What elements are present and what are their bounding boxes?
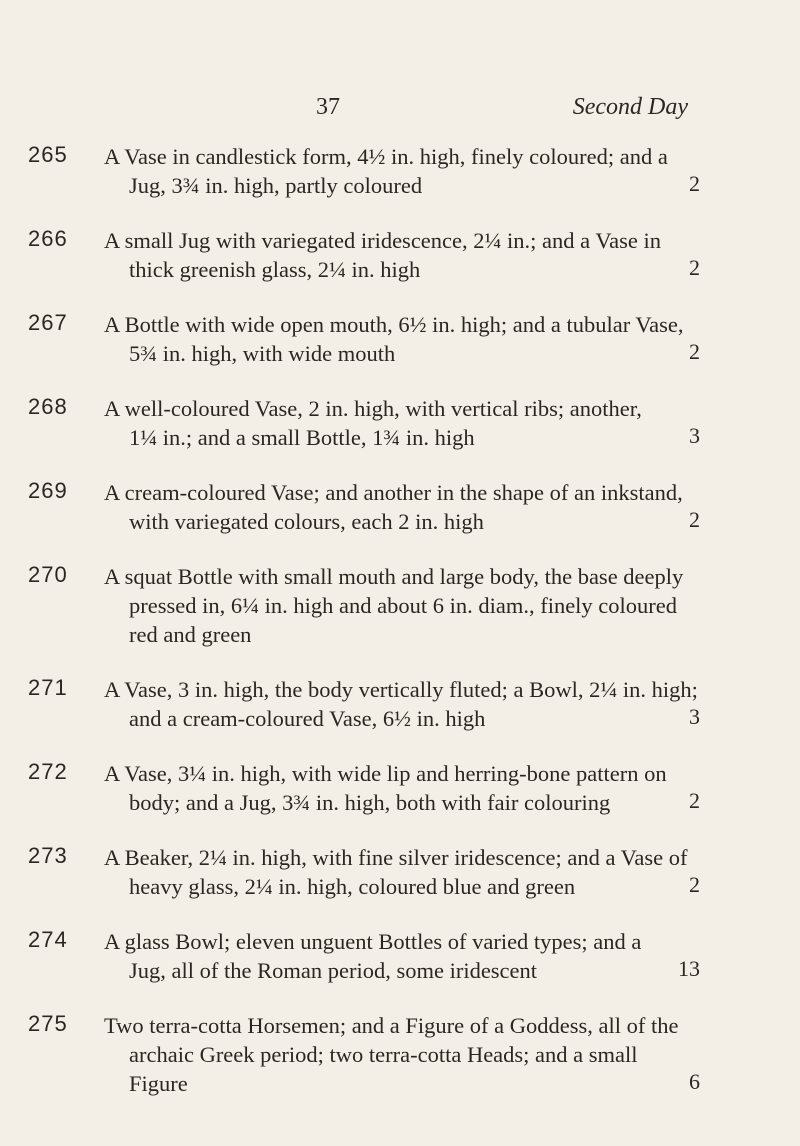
lot-description-line: 5¾ in. high, with wide mouth (129, 341, 396, 366)
lot-description-line: archaic Greek period; two terra-cotta Heads; and a small (129, 1042, 638, 1067)
lot-description-line: pressed in, 6¼ in. high and about 6 in. diam., finely coloured (129, 593, 678, 618)
lot-quantity: 2 (689, 339, 700, 364)
lot-quantity: 2 (689, 507, 700, 532)
lot-number: 265 (28, 142, 68, 167)
lot-description (104, 142, 668, 200)
lot-description-line: A Bottle with wide open mouth, 6½ in. high; and a tubular Vase, (104, 312, 684, 337)
lot-number: 274 (28, 927, 68, 952)
lot-quantity: 2 (689, 788, 700, 813)
lot-number: 266 (28, 226, 68, 251)
lot-description-line: with variegated colours, each 2 in. high (129, 509, 484, 534)
lot-description-line: Two terra-cotta Horsemen; and a Figure of a Goddess, all of the (104, 1013, 679, 1038)
lot-description-line: A well-coloured Vase, 2 in. high, with vertical ribs; another, (104, 396, 642, 421)
lot-description-line: A Vase, 3 in. high, the body vertically fluted; a Bowl, 2¼ in. high; (104, 677, 698, 702)
lot-quantity: 13 (678, 956, 700, 981)
lot-quantity: 2 (689, 171, 700, 196)
lot-quantity: 3 (689, 704, 700, 729)
lot-description-line: Jug, all of the Roman period, some iridescent (129, 958, 538, 983)
lot-description (104, 394, 664, 452)
lot-number: 270 (28, 562, 68, 587)
lot-description (104, 675, 698, 733)
lot-number: 271 (28, 675, 68, 700)
lot-number: 269 (28, 478, 68, 503)
lot-description-line: A Vase in candlestick form, 4½ in. high, finely coloured; and a (104, 144, 668, 169)
lot-description-line: heavy glass, 2¼ in. high, coloured blue and green (129, 874, 576, 899)
lot-description-line: body; and a Jug, 3¾ in. high, both with fair colouring (129, 790, 611, 815)
lot-description (104, 478, 683, 536)
lot-number: 267 (28, 310, 68, 335)
lot-description-line: thick greenish glass, 2¼ in. high (129, 257, 421, 282)
lot-description-line: red and green (129, 622, 252, 647)
lot-description (104, 1011, 679, 1098)
lot-description-line: Jug, 3¾ in. high, partly coloured (129, 173, 423, 198)
lot-description (104, 927, 664, 985)
running-head: Second Day (572, 94, 688, 120)
lot-description (104, 310, 684, 368)
lot-quantity: 3 (689, 423, 700, 448)
lot-description-line: A glass Bowl; eleven unguent Bottles of varied types; and a (104, 929, 642, 954)
lot-description-line: 1¼ in.; and a small Bottle, 1¾ in. high (129, 425, 475, 450)
lot-description-line: A Beaker, 2¼ in. high, with fine silver iridescence; and a Vase of (104, 845, 688, 870)
lot-description-line: A squat Bottle with small mouth and large body, the base deeply (104, 564, 684, 589)
lot-description-line: A cream-coloured Vase; and another in the shape of an inkstand, (104, 480, 683, 505)
lot-description-line: A Vase, 3¼ in. high, with wide lip and herring-bone pattern on (104, 761, 667, 786)
lot-quantity: 6 (689, 1069, 700, 1094)
lot-description (104, 226, 664, 284)
lot-description-line: and a cream-coloured Vase, 6½ in. high (129, 706, 486, 731)
lot-description (104, 562, 684, 649)
lot-quantity: 2 (689, 872, 700, 897)
lot-description (104, 843, 688, 901)
page-header (0, 94, 800, 124)
page-number: 37 (316, 94, 340, 120)
lot-description (104, 759, 667, 817)
lot-description-line: A small Jug with variegated iridescence, 2¼ in.; and a Vase in (104, 228, 661, 253)
lot-number: 273 (28, 843, 68, 868)
lot-description-line: Figure (129, 1071, 188, 1096)
lot-number: 272 (28, 759, 68, 784)
lot-quantity: 2 (689, 255, 700, 280)
lot-number: 268 (28, 394, 68, 419)
lot-number: 275 (28, 1011, 68, 1036)
